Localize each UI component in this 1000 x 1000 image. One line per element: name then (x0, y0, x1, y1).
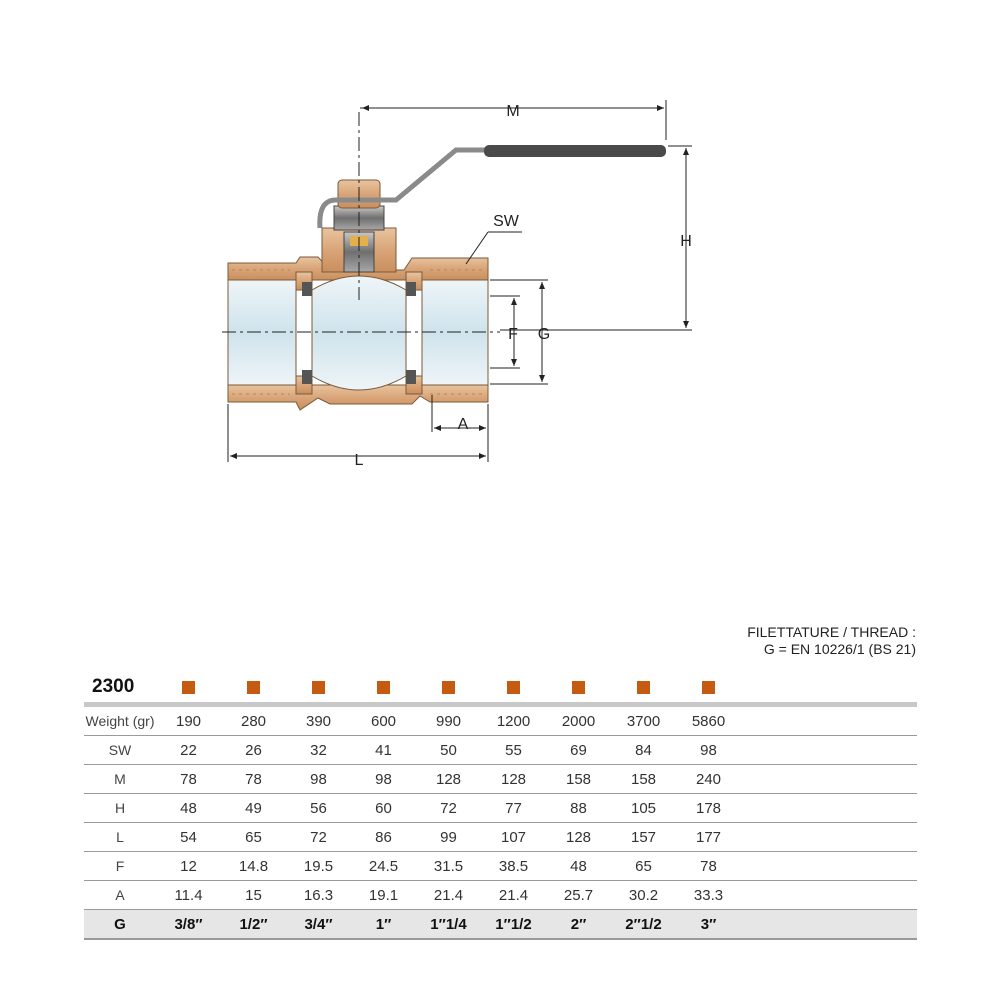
color-swatch-cell (481, 672, 546, 705)
table-row (84, 794, 917, 823)
table-cell: 240 (676, 765, 741, 794)
color-swatch-cell (676, 672, 741, 705)
table-row (84, 765, 917, 794)
table-cell: 65 (221, 823, 286, 852)
color-swatch (442, 681, 455, 694)
table-row (84, 736, 917, 765)
table-cell: 2″1/2 (611, 910, 676, 940)
dim-label-h: H (680, 233, 692, 250)
table-cell: 24.5 (351, 852, 416, 881)
thread-note (747, 624, 916, 658)
table-cell: 78 (221, 765, 286, 794)
table-cell: 157 (611, 823, 676, 852)
table-filler (741, 736, 917, 765)
row-label: L (84, 823, 156, 852)
table-filler (741, 765, 917, 794)
model-number: 2300 (84, 672, 156, 705)
table-cell: 33.3 (676, 881, 741, 910)
table-cell: 1200 (481, 705, 546, 736)
row-label: G (84, 910, 156, 940)
table-cell: 48 (546, 852, 611, 881)
table-cell: 98 (286, 765, 351, 794)
table-cell: 77 (481, 794, 546, 823)
color-swatch-cell (156, 672, 221, 705)
table-cell: 390 (286, 705, 351, 736)
valve-body (228, 257, 488, 410)
row-label: A (84, 881, 156, 910)
table-cell: 3700 (611, 705, 676, 736)
color-swatch-cell (546, 672, 611, 705)
table-cell: 1″ (351, 910, 416, 940)
table-cell: 72 (286, 823, 351, 852)
table-cell: 158 (546, 765, 611, 794)
table-cell: 69 (546, 736, 611, 765)
table-cell: 32 (286, 736, 351, 765)
table-cell: 98 (351, 765, 416, 794)
table-cell: 12 (156, 852, 221, 881)
table-cell: 1/2″ (221, 910, 286, 940)
table-cell: 30.2 (611, 881, 676, 910)
table-filler (741, 823, 917, 852)
table-cell: 280 (221, 705, 286, 736)
table-cell: 55 (481, 736, 546, 765)
table-filler (741, 852, 917, 881)
table-cell: 38.5 (481, 852, 546, 881)
color-swatch-cell (286, 672, 351, 705)
table-cell: 56 (286, 794, 351, 823)
table-cell: 3″ (676, 910, 741, 940)
table-cell: 3/4″ (286, 910, 351, 940)
color-swatch-cell (611, 672, 676, 705)
table-cell: 25.7 (546, 881, 611, 910)
table-cell: 3/8″ (156, 910, 221, 940)
color-swatch (247, 681, 260, 694)
table-cell: 41 (351, 736, 416, 765)
table-cell: 19.1 (351, 881, 416, 910)
table-cell: 19.5 (286, 852, 351, 881)
table-row (84, 823, 917, 852)
table-cell: 78 (156, 765, 221, 794)
table-cell: 2000 (546, 705, 611, 736)
thread-note-standard: G = EN 10226/1 (BS 21) (763, 641, 916, 657)
dimensions-table (84, 672, 917, 940)
dim-label-g: G (537, 326, 551, 343)
table-cell: 178 (676, 794, 741, 823)
table-cell: 21.4 (481, 881, 546, 910)
table-cell: 2″ (546, 910, 611, 940)
table-row (84, 852, 917, 881)
table-cell: 11.4 (156, 881, 221, 910)
dim-label-sw: SW (493, 213, 519, 230)
table-cell: 190 (156, 705, 221, 736)
row-label: F (84, 852, 156, 881)
table-header-row (84, 672, 917, 705)
thread-note-title: FILETTATURE / THREAD : (747, 624, 916, 640)
table-cell: 22 (156, 736, 221, 765)
table-row (84, 705, 917, 736)
color-swatch (507, 681, 520, 694)
table-cell: 15 (221, 881, 286, 910)
row-label: Weight (gr) (84, 705, 156, 736)
table-cell: 86 (351, 823, 416, 852)
color-swatch (637, 681, 650, 694)
table-cell: 54 (156, 823, 221, 852)
table-cell: 5860 (676, 705, 741, 736)
table-cell: 31.5 (416, 852, 481, 881)
row-label: SW (84, 736, 156, 765)
table-row (84, 910, 917, 940)
table-cell: 1″1/4 (416, 910, 481, 940)
table-cell: 50 (416, 736, 481, 765)
table-cell: 107 (481, 823, 546, 852)
color-swatch (182, 681, 195, 694)
table-cell: 49 (221, 794, 286, 823)
color-swatch (312, 681, 325, 694)
table-cell: 65 (611, 852, 676, 881)
table-cell: 16.3 (286, 881, 351, 910)
row-label: H (84, 794, 156, 823)
table-cell: 990 (416, 705, 481, 736)
table-row (84, 881, 917, 910)
color-swatch (702, 681, 715, 694)
table-cell: 78 (676, 852, 741, 881)
row-label: M (84, 765, 156, 794)
table-cell: 128 (481, 765, 546, 794)
table-cell: 1″1/2 (481, 910, 546, 940)
dim-label-f: F (508, 326, 518, 343)
table-cell: 88 (546, 794, 611, 823)
table-cell: 99 (416, 823, 481, 852)
color-swatch-cell (221, 672, 286, 705)
table-cell: 128 (546, 823, 611, 852)
dim-label-m: M (506, 103, 520, 120)
dim-label-l: L (354, 452, 364, 469)
table-cell: 105 (611, 794, 676, 823)
table-cell: 21.4 (416, 881, 481, 910)
table-cell: 26 (221, 736, 286, 765)
table-cell: 600 (351, 705, 416, 736)
color-swatch (377, 681, 390, 694)
table-cell: 158 (611, 765, 676, 794)
table-cell: 14.8 (221, 852, 286, 881)
dim-label-a: A (457, 416, 469, 433)
table-cell: 98 (676, 736, 741, 765)
table-cell: 60 (351, 794, 416, 823)
table-cell: 128 (416, 765, 481, 794)
table-cell: 84 (611, 736, 676, 765)
color-swatch-cell (416, 672, 481, 705)
table-cell: 72 (416, 794, 481, 823)
table-cell: 177 (676, 823, 741, 852)
table-cell: 48 (156, 794, 221, 823)
color-swatch-cell (351, 672, 416, 705)
table-filler (741, 910, 917, 940)
table-filler (741, 794, 917, 823)
color-swatch (572, 681, 585, 694)
table-filler (741, 881, 917, 910)
table-filler (741, 672, 917, 705)
table-filler (741, 705, 917, 736)
